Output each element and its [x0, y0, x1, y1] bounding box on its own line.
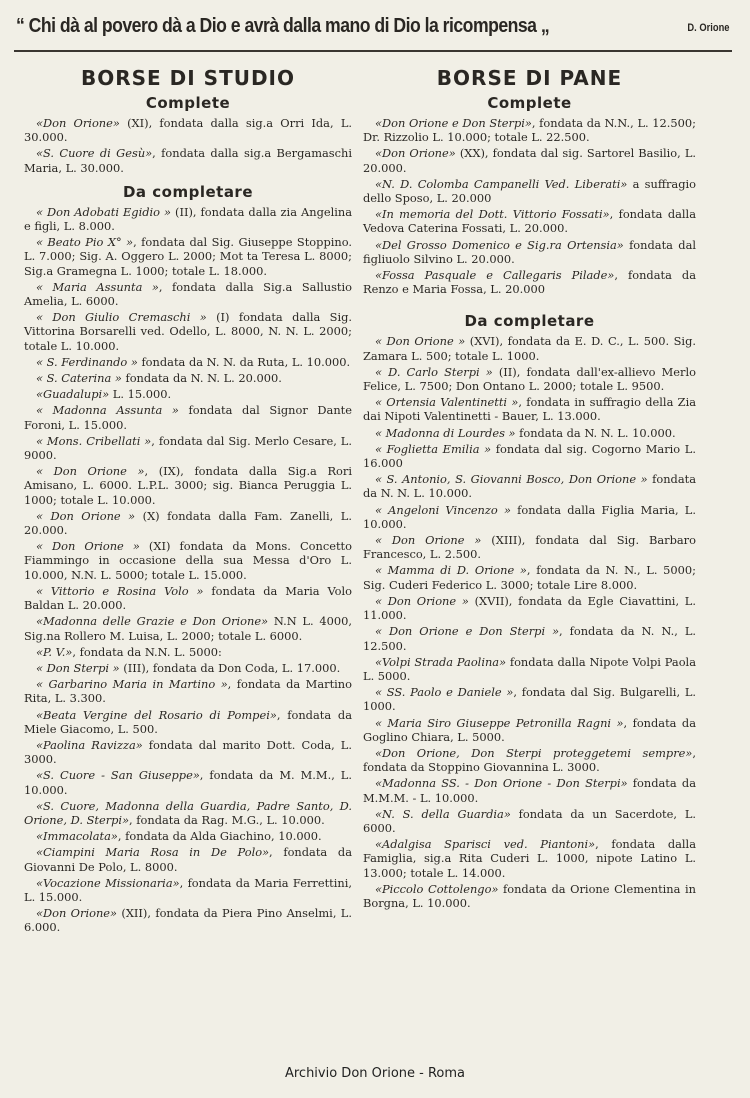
- entry-name: «Don Orione»: [36, 116, 120, 130]
- entry-name: « Maria Assunta »: [36, 279, 159, 294]
- list-item: [24, 310, 352, 353]
- entry-name: « Maria Siro Giuseppe Petronilla Ragni »: [375, 715, 624, 730]
- list-item: [363, 207, 696, 235]
- entry-text: fondata dal Signor Dante Foroni, L. 15.000.: [24, 403, 352, 432]
- entry-name: « Vittorio e Rosina Volo »: [36, 583, 204, 598]
- entry-name: « Angeloni Vincenzo »: [375, 502, 511, 517]
- entry-name: « Don Giulio Cremaschi »: [36, 310, 207, 325]
- list-item: [363, 268, 696, 296]
- motto-signature: D. Orione: [687, 22, 730, 34]
- entry-name: « Don Orione »: [375, 334, 466, 349]
- todo-heading: Da completare: [464, 312, 595, 331]
- list-item: [24, 539, 352, 582]
- entry-text: (XII), fondata da Piera Pino Anselmi, L. 6.000.: [24, 906, 352, 935]
- entry-text: (XI) fondata da Mons. Concetto Fiammingo in occasione della sua Messa d'Oro L. 10.000, N.N. L. 5000; totale L. 15.000.: [24, 539, 352, 582]
- entry-name: «Piccolo Cottolengo»: [375, 881, 499, 896]
- list-item: [24, 355, 352, 369]
- list-item: [24, 464, 352, 507]
- entry-name: « Don Adobati Egidio »: [36, 204, 172, 219]
- entry-name: «Vocazione Missionaria»: [36, 875, 180, 890]
- entry-name: «S. Cuore di Gesù»: [36, 146, 153, 161]
- list-item: [363, 655, 696, 683]
- entry-name: « Don Orione »: [375, 533, 482, 548]
- list-item: [24, 768, 352, 796]
- entry-text: fondata da un Sacerdote, L. 6000.: [363, 806, 696, 835]
- entry-name: «Immacolata»: [36, 829, 118, 844]
- entry-name: «Madonna delle Grazie e Don Orione»: [36, 614, 269, 629]
- entry-text: (XI), fondata dalla sig.a Orri Ida, L. 30.000.: [24, 116, 353, 145]
- list-item: [24, 799, 352, 827]
- complete-list: [24, 116, 352, 175]
- entry-name: « Don Orione »: [36, 464, 145, 479]
- entry-text: , fondata dal Sig. Giuseppe Stoppino. L. 7.000; Sig. A. Oggero L. 2000; Mot ta Teresa L. 8000; Sig.a Gramegna L. 1000; totale L. 18.000.: [24, 235, 352, 278]
- entry-name: «Fossa Pasquale e Callegaris Pilade»: [375, 268, 615, 283]
- complete-heading: Complete: [487, 94, 572, 112]
- entry-name: « Don Orione »: [375, 593, 469, 608]
- complete-heading: Complete: [145, 94, 231, 112]
- entry-text: , fondata da Goglino Chiara, L. 5000.: [363, 715, 697, 744]
- column-borse-di-studio: [24, 60, 352, 937]
- list-item: [24, 205, 352, 233]
- list-item: [363, 533, 696, 561]
- entry-text: (XVI), fondata da E. D. C., L. 500. Sig. Zamara L. 500; totale L. 1000.: [363, 334, 696, 363]
- entry-name: «Madonna SS. - Don Orione - Don Sterpi»: [375, 776, 628, 791]
- entry-text: fondata da Orione Clementina in Borgna, L. 10.000.: [363, 881, 696, 910]
- entry-name: «S. Cuore, Madonna della Guardia, Padre Santo, D. Orione, D. Sterpi»: [24, 798, 352, 827]
- entry-text: , fondata da Giovanni De Polo, L. 8000.: [24, 845, 352, 874]
- entry-text: , fondata da Miele Giacomo, L. 500.: [24, 707, 352, 736]
- entry-text: (X) fondata dalla Fam. Zanelli, L. 20.000.: [24, 508, 352, 538]
- list-item: [24, 146, 352, 174]
- column-title: BORSE DI STUDIO: [80, 66, 295, 90]
- motto: “ Chi dà al povero dà a Dio e avrà dalla mano di Dio la ricompensa „: [16, 14, 550, 37]
- entry-text: (I) fondata dalla Sig. Vittorina Borsarelli ved. Odello, L. 8000, N. N. L. 2000; totale L. 10.000.: [24, 310, 353, 353]
- entry-name: «S. Cuore - San Giuseppe»: [36, 768, 200, 783]
- entry-text: , fondata da Rag. M.G., L. 10.000.: [129, 812, 325, 827]
- entry-name: «Guadalupi»: [36, 387, 110, 402]
- entry-name: «N. D. Colomba Campanelli Ved. Liberati»: [375, 176, 628, 191]
- list-item: [24, 614, 352, 642]
- entry-name: «P. V.»: [36, 644, 73, 659]
- list-item: [363, 503, 696, 531]
- entry-name: « Don Orione »: [36, 508, 136, 523]
- list-item: [24, 584, 352, 612]
- header-rule: [14, 50, 732, 52]
- todo-list: [363, 334, 696, 910]
- list-item: [24, 677, 352, 705]
- entry-text: , fondata da N.N., L. 12.500; Dr. Rizzolio L. 10.000; totale L. 22.500.: [363, 116, 696, 145]
- entry-text: fondata dal marito Dott. Coda, L. 3000.: [24, 737, 352, 767]
- entry-text: (II), fondata dall'ex-allievo Merlo Felice, L. 7500; Don Ontano L. 2000; totale L. 9500.: [363, 364, 696, 394]
- entry-text: fondata da N. N. da Ruta, L. 10.000.: [137, 354, 351, 369]
- entry-name: «Beata Vergine del Rosario di Pompei»: [36, 707, 277, 722]
- list-item: [24, 235, 352, 278]
- list-item: [24, 371, 352, 385]
- entry-text: (XVII), fondata da Egle Ciavattini, L. 11.000.: [363, 593, 696, 623]
- entry-text: fondata da N. N. L. 20.000.: [121, 371, 282, 386]
- list-item: [363, 116, 696, 144]
- entry-name: «Ciampini Maria Rosa in De Polo»: [36, 845, 270, 860]
- list-item: [24, 906, 352, 934]
- list-item: [363, 442, 696, 470]
- entry-text: fondata dal figliuolo Silvino L. 20.000.: [363, 237, 696, 266]
- entry-text: L. 15.000.: [109, 387, 172, 402]
- entry-text: , fondata da N. N., L. 12.500.: [363, 624, 696, 653]
- entry-text: , fondata da N. N., L. 5000; Sig. Cuderi Federico L. 3000; totale Lire 8.000.: [363, 563, 696, 592]
- entry-text: , fondata da Martino Rita, L. 3.300.: [24, 677, 352, 706]
- entry-text: , fondata da Maria Ferrettini, L. 15.000.: [24, 875, 352, 904]
- list-item: [363, 472, 696, 500]
- entry-text: fondata da Maria Volo Baldan L. 20.000.: [24, 583, 352, 613]
- entry-text: fondata da N. N. L. 10.000.: [515, 425, 676, 440]
- list-item: [24, 661, 352, 675]
- list-item: [24, 387, 352, 401]
- entry-text: , (IX), fondata dalla Sig.a Rori Amisano, L. 6000. L.P.L. 3000; sig. Bianca Peruggia L. 1000; totale L. 10.000.: [24, 464, 352, 507]
- entry-name: « Mamma di D. Orione »: [375, 563, 527, 578]
- todo-heading: Da completare: [122, 182, 254, 201]
- list-item: [24, 845, 352, 873]
- list-item: [24, 116, 352, 144]
- column-borse-di-pane: [363, 60, 696, 912]
- list-item: [363, 837, 696, 880]
- entry-text: fondata dalla Figlia Maria, L. 10.000.: [363, 502, 696, 531]
- entry-name: «Don Orione»: [375, 146, 456, 161]
- list-item: [24, 876, 352, 904]
- entry-name: « Madonna Assunta »: [36, 403, 179, 418]
- entry-name: « S. Antonio, S. Giovanni Bosco, Don Orione »: [375, 472, 648, 487]
- list-item: [24, 434, 352, 462]
- entry-name: « D. Carlo Sterpi »: [375, 364, 493, 379]
- list-item: [24, 708, 352, 736]
- entry-name: « Foglietta Emilia »: [375, 441, 492, 456]
- list-item: [363, 146, 696, 174]
- entry-text: , fondata da Renzo e Maria Fossa, L. 20.000: [363, 268, 696, 297]
- entry-name: «N. S. della Guardia»: [375, 806, 511, 821]
- list-item: [363, 807, 696, 835]
- entry-name: «Don Orione, Don Sterpi proteggetemi sempre»: [375, 745, 693, 760]
- list-item: [363, 177, 696, 205]
- entry-text: N.N L. 4000, Sig.na Rollero M. Luisa, L. 2000; totale L. 6000.: [24, 614, 352, 643]
- entry-text: (XIII), fondata dal Sig. Barbaro Francesco, L. 2.500.: [363, 533, 696, 562]
- entry-text: , fondata dalla Famiglia, sig.a Rita Cuderi L. 1000, nipote Latino L. 13.000; totale L. 14.000.: [363, 837, 696, 880]
- list-item: [363, 624, 696, 652]
- entry-text: , fondata dal Sig. Bulgarelli, L. 1000.: [363, 685, 696, 714]
- entry-text: (II), fondata dalla zia Angelina e figli, L. 8.000.: [24, 204, 353, 234]
- list-item: [24, 280, 352, 308]
- list-item: [24, 829, 352, 843]
- list-item: [363, 594, 696, 622]
- entry-name: « Don Orione e Don Sterpi »: [375, 624, 560, 639]
- entry-text: , fondata dal Sig. Merlo Cesare, L. 9000.: [24, 433, 352, 463]
- list-item: [24, 738, 352, 766]
- entry-name: « SS. Paolo e Daniele »: [375, 685, 514, 700]
- entry-text: a suffragio dello Sposo, L. 20.000: [363, 176, 696, 206]
- list-item: [24, 645, 352, 659]
- list-item: [363, 426, 696, 440]
- entry-text: fondata da M.M.M. - L. 10.000.: [363, 776, 696, 805]
- list-item: [363, 776, 696, 804]
- entry-text: , fondata dalla Sig.a Sallustio Amelia, L. 6000.: [24, 279, 352, 309]
- entry-text: , fondata da N.N. L. 5000:: [72, 644, 222, 659]
- entry-name: « Don Sterpi »: [36, 660, 120, 675]
- header: [16, 8, 734, 48]
- entry-name: « Don Orione »: [36, 539, 140, 554]
- entry-name: « S. Caterina »: [36, 371, 122, 386]
- list-item: [363, 563, 696, 591]
- complete-list: [363, 116, 696, 296]
- entry-text: , fondata in suffragio della Zia dai Nipoti Valentinetti - Bauer, L. 13.000.: [363, 395, 697, 424]
- list-item: [363, 238, 696, 266]
- entry-name: « Mons. Cribellati »: [36, 433, 152, 448]
- list-item: [363, 746, 696, 774]
- entry-text: fondata da N. N. L. 10.000.: [363, 472, 697, 501]
- entry-text: , fondata da M. M.M., L. 10.000.: [24, 768, 352, 797]
- entry-name: «Don Orione»: [36, 906, 117, 921]
- entry-name: «Volpi Strada Paolina»: [375, 654, 507, 669]
- list-item: [24, 509, 352, 537]
- entry-name: «Adalgisa Sparisci ved. Piantoni»: [375, 837, 596, 852]
- column-title: BORSE DI PANE: [436, 66, 623, 90]
- entry-text: (III), fondata da Don Coda, L. 17.000.: [119, 660, 341, 675]
- entry-text: fondata dalla Nipote Volpi Paola L. 5000.: [363, 654, 696, 683]
- entry-name: « Ortensia Valentinetti »: [375, 395, 519, 410]
- todo-list: [24, 205, 352, 935]
- entry-text: , fondata dalla sig.a Bergamaschi Maria, L. 30.000.: [24, 146, 352, 175]
- list-item: [363, 334, 696, 362]
- entry-name: « Garbarino Maria in Martino »: [36, 677, 228, 692]
- list-item: [363, 882, 696, 910]
- list-item: [363, 395, 696, 423]
- entry-name: « Madonna di Lourdes »: [375, 425, 516, 440]
- entry-text: (XX), fondata dal sig. Sartorel Basilio, L. 20.000.: [363, 146, 697, 175]
- archive-footer: Archivio Don Orione - Roma: [284, 1066, 466, 1081]
- entry-text: , fondata da Stoppino Giovannina L. 3000.: [363, 745, 696, 775]
- entry-name: «In memoria del Dott. Vittorio Fossati»: [375, 207, 610, 222]
- entry-name: «Del Grosso Domenico e Sig.ra Ortensia»: [375, 237, 624, 252]
- entry-text: fondata dal sig. Cogorno Mario L. 16.000: [363, 441, 696, 471]
- list-item: [363, 365, 696, 393]
- entry-name: « S. Ferdinando »: [36, 354, 138, 369]
- entry-name: «Don Orione e Don Sterpi»: [375, 116, 532, 130]
- entry-text: , fondata dalla Vedova Caterina Fossati, L. 20.000.: [363, 207, 696, 236]
- entry-text: , fondata da Alda Giachino, 10.000.: [117, 829, 322, 844]
- entry-name: «Paolina Ravizza»: [36, 737, 143, 752]
- entry-name: « Beato Pio X° »: [36, 235, 134, 250]
- list-item: [363, 685, 696, 713]
- list-item: [24, 403, 352, 431]
- list-item: [363, 716, 696, 744]
